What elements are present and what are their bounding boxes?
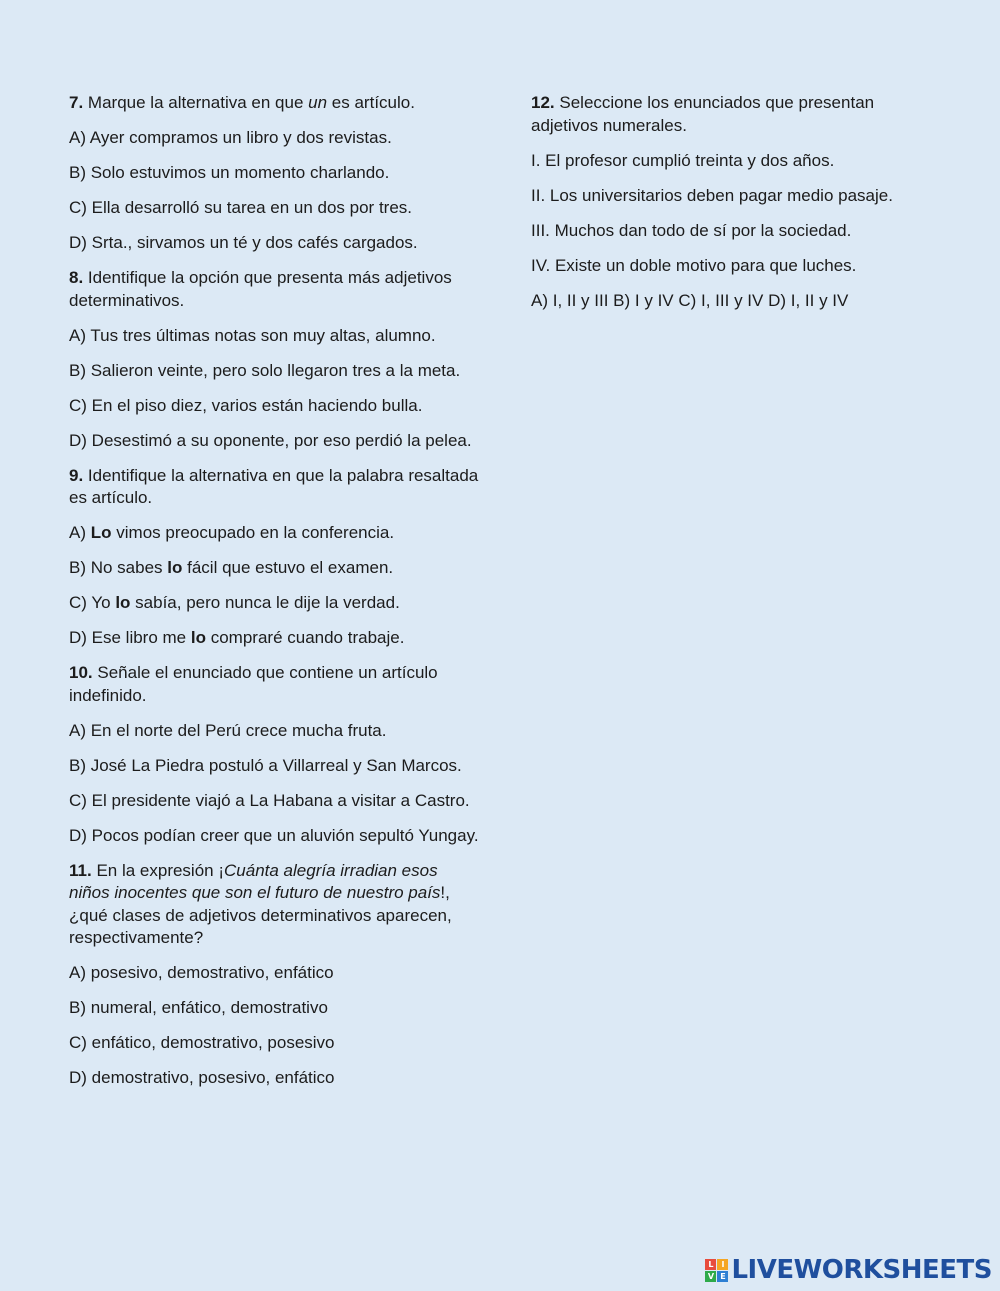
statement-1: I. El profesor cumplió treinta y dos años. [531,150,835,170]
option-c: C) enfático, demostrativo, posesivo [69,1033,335,1052]
option-text: C) Yo [69,593,111,612]
question-text: Marque la alternativa en que [87,93,304,112]
right-column [531,92,931,325]
statement-2: II. Los universitarios deben pagar medio pasaje. [531,185,893,205]
statement-4: IV. Existe un doble motivo para que luches. [531,255,857,275]
question-9 [69,465,479,510]
option-text: B) No sabes [69,558,163,577]
question-number: 8. [69,268,84,287]
option-d [69,627,479,650]
question-7 [69,92,479,115]
liveworksheets-icon [705,1259,728,1282]
option-c: C) Ella desarrolló su tarea en un dos por tres. [69,198,413,217]
question-text: !, ¿qué clases de adjetivos determinativos aparecen, respectivamente? [69,883,452,947]
question-12 [531,92,931,137]
option-c [69,592,479,615]
option-d: D) Pocos podían creer que un aluvión sepultó Yungay. [69,825,479,845]
question-text: Seleccione los enunciados que presentan adjetivos numerales. [531,93,875,135]
question-emphasis: un [308,93,328,112]
quoted-expression: Cuánta alegría irradian esos niños inocentes que son el futuro de nuestro país [69,860,441,902]
question-text: En la expresión ¡ [96,860,225,880]
highlighted-word: Lo [90,523,112,542]
question-text: Identifique la opción que presenta más adjetivos determinativos. [69,268,452,310]
question-text: es artículo. [331,93,415,112]
question-number: 7. [69,93,84,112]
question-10 [69,662,479,707]
logo-letter: I [717,1259,728,1270]
option-text: compraré cuando trabaje. [210,628,405,647]
question-number: 9. [69,465,84,485]
option-text: D) Ese libro me [69,628,187,647]
option-d: D) Srta., sirvamos un té y dos cafés cargados. [69,233,418,252]
option-b [69,557,479,580]
logo-letter: E [717,1271,728,1282]
logo-letter: V [705,1271,716,1282]
option-b: B) Solo estuvimos un momento charlando. [69,163,390,182]
option-d: D) demostrativo, posesivo, enfático [69,1068,335,1087]
question-text: Señale el enunciado que contiene un artículo indefinido. [69,663,438,705]
question-8 [69,267,479,312]
highlighted-word: lo [190,628,206,647]
option-c: C) El presidente viajó a La Habana a visitar a Castro. [69,790,470,810]
option-d: D) Desestimó a su oponente, por eso perdió la pelea. [69,430,472,450]
option-a: A) Ayer compramos un libro y dos revistas. [69,128,392,147]
question-number: 12. [531,93,555,112]
question-11 [69,860,479,950]
logo-letter: L [705,1259,716,1270]
liveworksheets-logo [705,1255,992,1285]
option-b: B) Salieron veinte, pero solo llegaron tres a la meta. [69,360,461,380]
question-text: Identifique la alternativa en que la palabra resaltada es artículo. [69,465,479,507]
brand-name: LIVEWORKSHEETS [731,1255,992,1285]
option-text: fácil que estuvo el examen. [187,558,394,577]
question-number: 11. [69,860,92,880]
statement-3: III. Muchos dan todo de sí por la sociedad. [531,220,852,240]
option-text: A) [69,523,86,542]
option-a: A) posesivo, demostrativo, enfático [69,963,334,982]
option-a: A) Tus tres últimas notas son muy altas, alumno. [69,325,436,345]
option-a [69,522,479,545]
highlighted-word: lo [167,558,183,577]
option-c: C) En el piso diez, varios están haciendo bulla. [69,395,423,415]
left-column [69,92,479,1102]
option-a: A) En el norte del Perú crece mucha fruta. [69,720,387,740]
option-text: sabía, pero nunca le dije la verdad. [135,593,400,612]
question-number: 10. [69,663,93,682]
option-text: vimos preocupado en la conferencia. [116,523,395,542]
answer-options: A) I, II y III B) I y IV C) I, III y IV D) I, II y IV [531,290,849,310]
option-b: B) numeral, enfático, demostrativo [69,998,328,1017]
highlighted-word: lo [115,593,131,612]
option-b: B) José La Piedra postuló a Villarreal y San Marcos. [69,755,462,775]
